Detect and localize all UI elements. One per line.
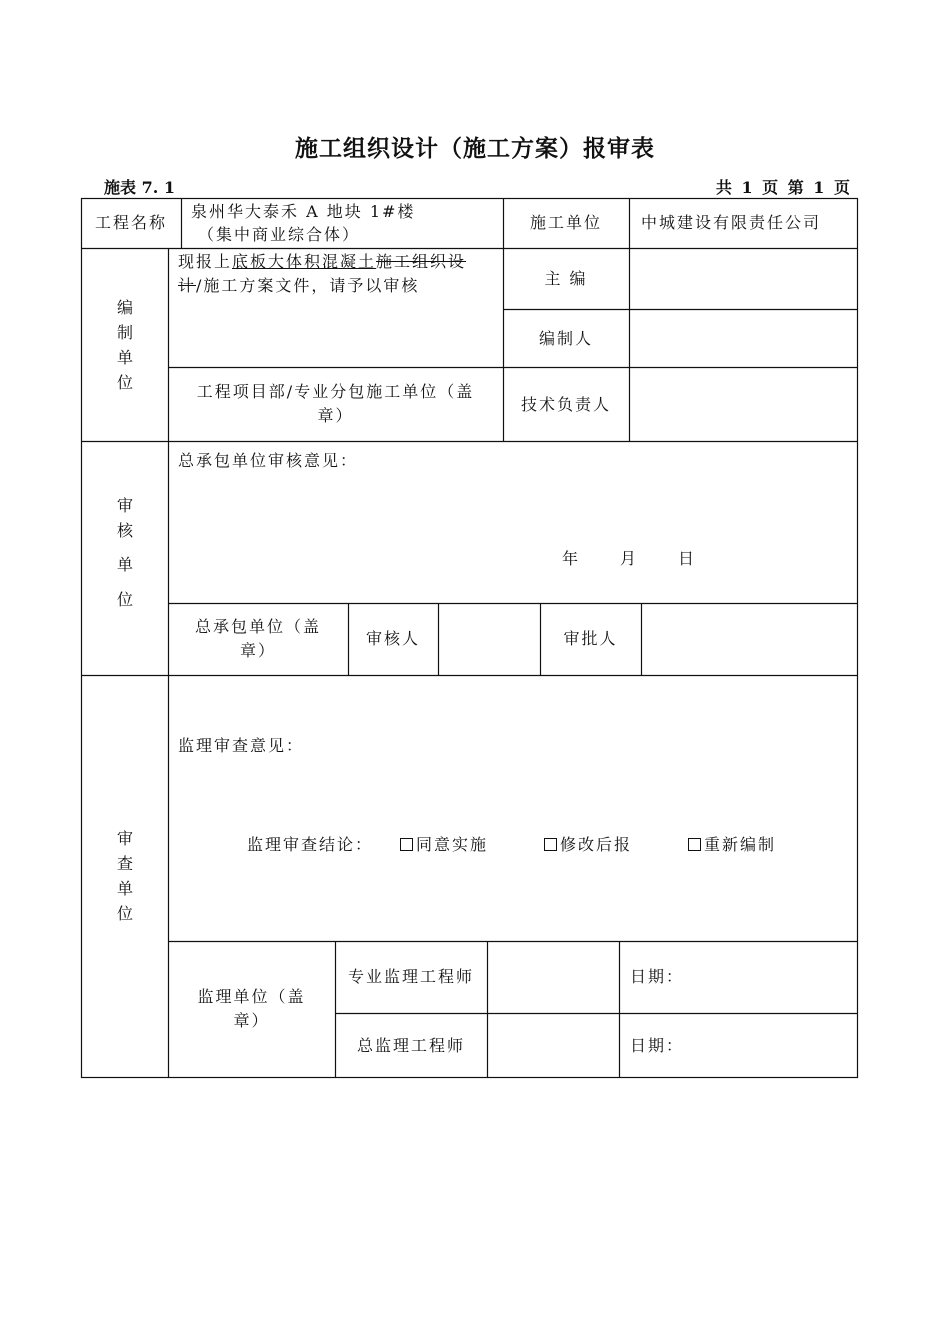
option-redo[interactable] [688, 833, 776, 857]
page-title: 施工组织设计（施工方案）报审表 [295, 135, 655, 162]
checkbox-icon[interactable] [400, 838, 413, 851]
preparer-label: 编制人 [538, 329, 593, 348]
supervise-label-char: 位 [116, 904, 133, 923]
supervise-conclusion-label: 监理审查结论： [247, 835, 374, 854]
editor-label: 主 编 [544, 269, 588, 288]
project-name-label: 工程名称 [94, 213, 167, 232]
checkbox-icon[interactable] [544, 838, 557, 851]
form-number: 施表 7. 1 [104, 178, 175, 197]
review-seal-label-line2: 章） [239, 641, 276, 660]
review-label-char: 位 [116, 590, 133, 609]
review-opinion-label: 总承包单位审核意见： [178, 451, 359, 470]
submit-statement-line2 [178, 274, 419, 298]
supervise-label-char: 审 [116, 829, 133, 848]
specialist-date-label: 日期： [630, 967, 685, 986]
compile-seal-label-line2: 章） [317, 406, 354, 425]
review-label-char: 单 [116, 555, 133, 574]
supervise-opinion-label: 监理审查意见： [178, 736, 305, 755]
specialist-engineer-label: 专业监理工程师 [347, 967, 474, 986]
supervise-label-char: 单 [116, 879, 133, 898]
chief-engineer-label: 总监理工程师 [356, 1036, 465, 1055]
compile-seal-label-line1: 工程项目部/专业分包施工单位（盖 [196, 382, 475, 401]
submit-subject: 底板大体积混凝土 [232, 252, 377, 271]
review-date-month: 月 [620, 549, 639, 568]
checkbox-icon[interactable] [688, 838, 701, 851]
reviewer-label: 审核人 [365, 629, 420, 648]
compile-label-char: 单 [116, 348, 133, 367]
option-revise[interactable] [544, 833, 632, 857]
submit-statement-line1 [178, 250, 466, 274]
supervise-seal-label-line2: 章） [233, 1011, 270, 1030]
chief-date-label: 日期： [630, 1036, 685, 1055]
supervise-label-char: 查 [116, 854, 133, 873]
review-seal-label-line1: 总承包单位（盖 [194, 617, 321, 636]
submit-struck-text-2: 计 [178, 276, 197, 295]
review-label-char: 核 [116, 521, 133, 540]
option-revise-label: 修改后报 [560, 835, 633, 854]
project-name-line2: （集中商业综合体） [198, 225, 361, 244]
submit-struck-text: 施工组织设 [376, 252, 467, 271]
submit-prefix: 现报上 [178, 252, 233, 271]
compile-label-char: 编 [116, 298, 133, 317]
tech-lead-label: 技术负责人 [520, 395, 611, 414]
review-date-year: 年 [562, 549, 581, 568]
project-name-line1: 泉州华大泰禾 A 地块 1#楼 [191, 202, 416, 221]
approver-label: 审批人 [563, 629, 618, 648]
review-label-char: 审 [116, 496, 133, 515]
option-agree-label: 同意实施 [416, 835, 489, 854]
option-redo-label: 重新编制 [704, 835, 777, 854]
contractor-value: 中城建设有限责任公司 [641, 213, 822, 232]
supervise-seal-label-line1: 监理单位（盖 [197, 987, 306, 1006]
page-info: 共 1 页 第 1 页 [715, 178, 850, 197]
option-agree[interactable] [400, 833, 488, 857]
contractor-label: 施工单位 [529, 213, 602, 232]
review-date-day: 日 [678, 549, 697, 568]
compile-label-char: 位 [116, 373, 133, 392]
submit-suffix: /施工方案文件，请予以审核 [196, 276, 420, 295]
compile-label-char: 制 [116, 323, 133, 342]
